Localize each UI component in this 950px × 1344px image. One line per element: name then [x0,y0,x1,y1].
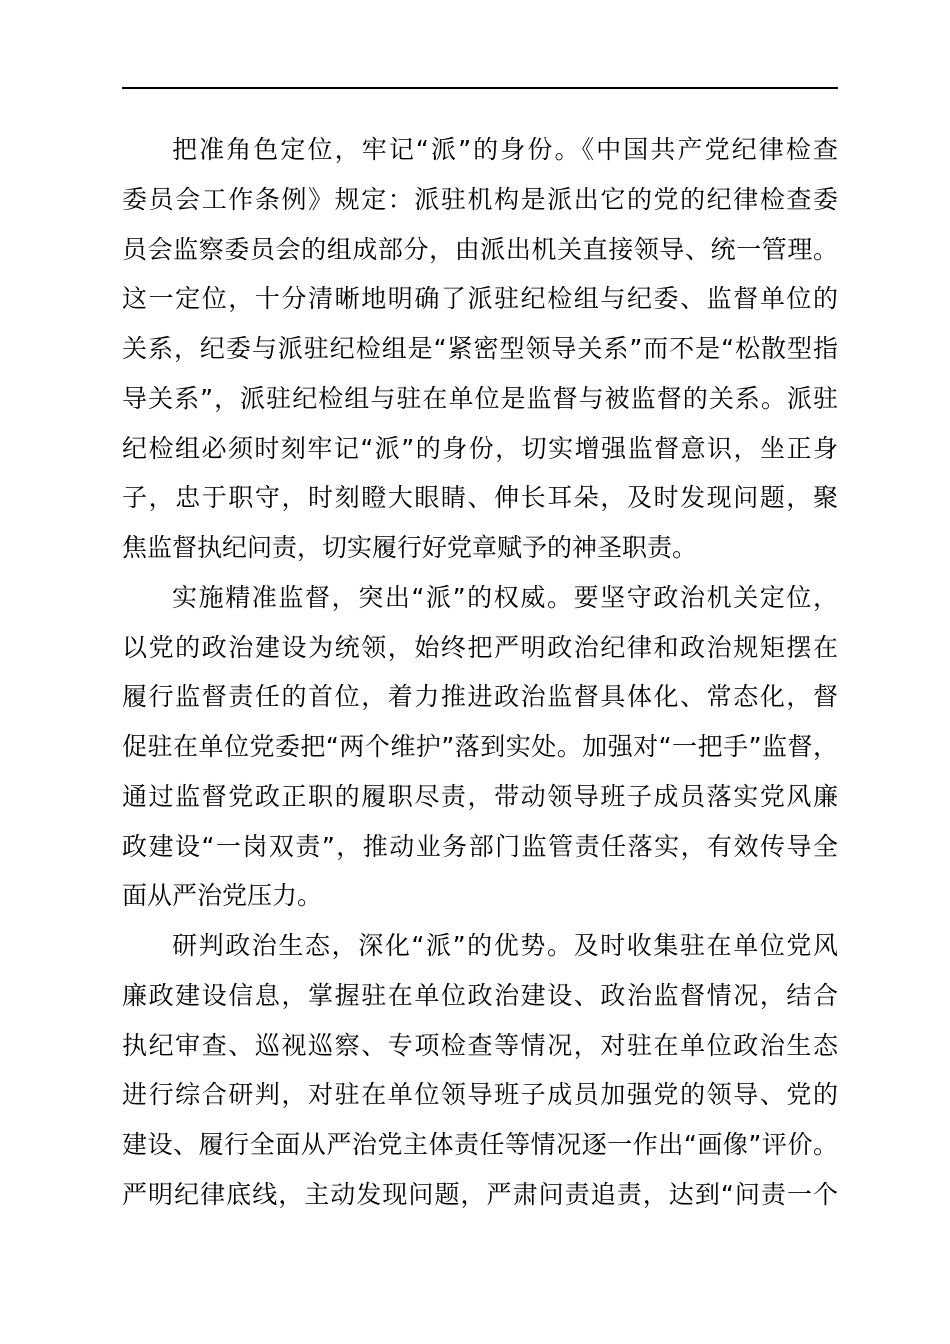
text-line: 焦监督执纪问责，切实履行好党章赋予的神圣职责。 [122,533,698,562]
text-line: 子，忠于职守，时刻瞪大眼睛、伸长耳朵，及时发现问题，聚 [122,483,838,513]
text-line: 导关系”，派驻纪检组与驻在单位是监督与被监督的关系。派驻 [122,383,838,413]
header-rule [122,87,838,89]
text-line: 廉政建设信息，掌握驻在单位政治建设、政治监督情况，结合 [122,980,838,1010]
text-line: 建设、履行全面从严治党主体责任等情况逐一作出“画像”评价。 [122,1130,838,1159]
text-line: 委员会工作条例》规定：派驻机构是派出它的党的纪律检查委 [122,184,838,214]
text-line: 促驻在单位党委把“两个维护”落到实处。加强对“一把手”监督， [122,732,838,761]
text-line: 实施精准监督，突出“派”的权威。要坚守政治机关定位， [172,582,838,612]
document-body [122,125,838,1220]
text-line: 面从严治党压力。 [122,881,323,911]
text-line: 员会监察委员会的组成部分，由派出机关直接领导、统一管理。 [122,234,838,264]
text-line: 纪检组必须时刻牢记“派”的身份，切实增强监督意识，坐正身 [122,433,838,463]
paragraph-1 [122,125,838,573]
text-line: 研判政治生态，深化“派”的优势。及时收集驻在单位党风 [172,931,838,960]
paragraph-3 [122,921,838,1220]
text-line: 进行综合研判，对驻在单位领导班子成员加强党的领导、党的 [122,1080,838,1110]
text-line: 关系，纪委与派驻纪检组是“紧密型领导关系”而不是“松散型指 [122,334,838,363]
text-line: 执纪审查、巡视巡察、专项检查等情况，对驻在单位政治生态 [122,1030,838,1060]
text-line: 政建设“一岗双责”，推动业务部门监管责任落实，有效传导全 [122,831,838,861]
text-line: 这一定位，十分清晰地明确了派驻纪检组与纪委、监督单位的 [122,284,838,314]
text-line: 履行监督责任的首位，着力推进政治监督具体化、常态化，督 [122,682,838,712]
text-line: 严明纪律底线，主动发现问题，严肃问责追责，达到“问责一个 [122,1179,838,1209]
text-line: 把准角色定位，牢记“派”的身份。《中国共产党纪律检查 [172,135,838,164]
text-line: 通过监督党政正职的履职尽责，带动领导班子成员落实党风廉 [122,781,838,811]
text-line: 以党的政治建设为统领，始终把严明政治纪律和政治规矩摆在 [122,632,838,662]
paragraph-2 [122,573,838,921]
